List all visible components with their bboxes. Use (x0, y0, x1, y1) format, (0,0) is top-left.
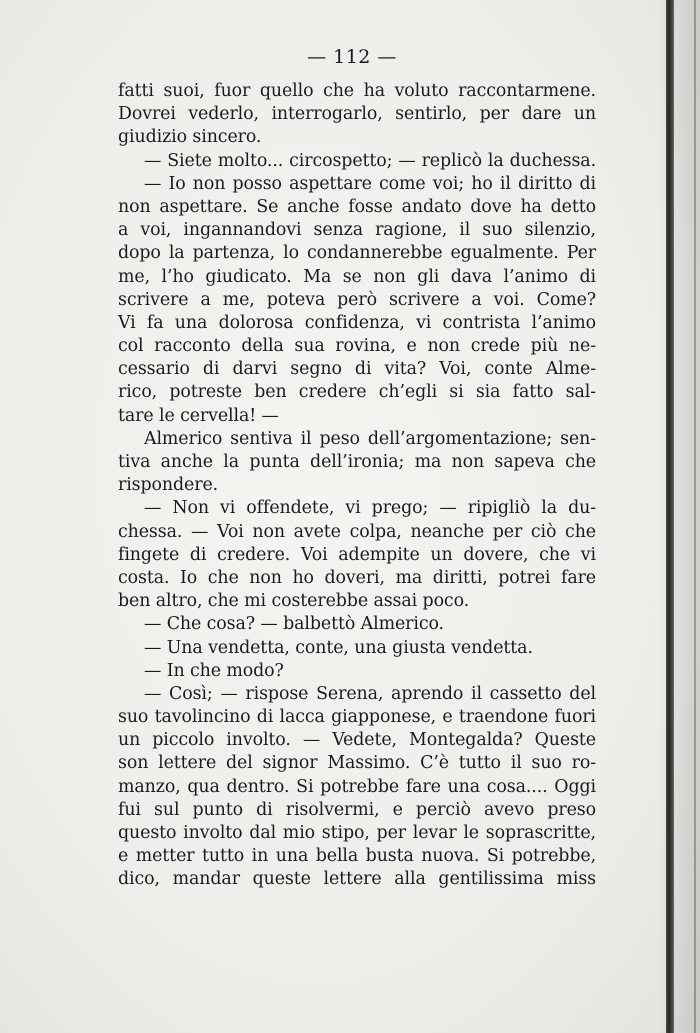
text-line: — In che modo? (144, 660, 284, 681)
text-line: e metter tutto in una bella busta nuova. Si potrebbe, (118, 846, 596, 867)
text-line: Almerico sentiva il peso dell’argomentazione; sen- (144, 428, 596, 449)
text-line: me, l’ho giudicato. Ma se non gli dava l’animo di (118, 266, 596, 287)
text-line: a voi, ingannandovi senza ragione, il suo silenzio, (118, 220, 596, 241)
text-line: — Siete molto... circospetto; — replicò la duchessa. (144, 150, 596, 171)
text-line: dopo la partenza, lo condannerebbe egualmente. Per (118, 243, 596, 264)
text-line: scrivere a me, poteva però scrivere a voi. Come? (118, 289, 596, 310)
body-text (118, 80, 596, 892)
text-line: — Io non posso aspettare come voi; ho il diritto di (144, 173, 596, 194)
text-line: cessario di darvi segno di vita? Voi, conte Alme- (118, 359, 596, 380)
text-line: manzo, qua dentro. Si potrebbe fare una cosa.... Oggi (118, 776, 596, 797)
text-line: fingete di credere. Voi adempite un dovere, che vi (118, 544, 596, 565)
text-line: tare le cervella! — (118, 405, 279, 426)
text-line: rispondere. (118, 475, 219, 496)
text-line: — Non vi offendete, vi prego; — ripigliò la du- (144, 498, 596, 519)
text-line: ben altro, che mi costerebbe assai poco. (118, 591, 470, 612)
text-line: non aspettare. Se anche fosse andato dove ha detto (118, 196, 596, 217)
text-line: — Una vendetta, conte, una giusta vendetta. (144, 637, 533, 658)
page-edge-line (694, 0, 696, 1033)
text-line: suo tavolincino di lacca giapponese, e traendone fuori (118, 707, 596, 728)
text-line: un piccolo involto. — Vedete, Montegalda? Queste (118, 730, 596, 751)
text-line: chessa. — Voi non avete colpa, neanche per ciò che (118, 521, 596, 542)
page-number: — 112 — (307, 46, 397, 68)
book-binding-edge (666, 0, 674, 1033)
text-line: — Così; — rispose Serena, aprendo il cassetto del (144, 683, 596, 704)
text-line: dico, mandar queste lettere alla gentilissima miss (118, 869, 596, 890)
text-line: giudizio sincero. (118, 127, 262, 148)
text-line: fui sul punto di risolvermi, e perciò avevo preso (118, 799, 596, 820)
text-line: questo involto dal mio stipo, per levar le soprascritte, (118, 823, 596, 843)
text-line: son lettere del signor Massimo. C’è tutto il suo ro- (118, 753, 596, 774)
text-line: col racconto della sua rovina, e non crede più ne- (118, 336, 596, 357)
text-line: tiva anche la punta dell’ironia; ma non sapeva che (118, 452, 596, 472)
text-line: costa. Io che non ho doveri, ma diritti, potrei fare (118, 567, 596, 588)
text-line: fatti suoi, fuor quello che ha voluto raccontarmene. (118, 81, 596, 101)
text-line: rico, potreste ben credere ch’egli si sia fatto sal- (118, 382, 596, 403)
text-line: Vi fa una dolorosa confidenza, vi contrista l’animo (118, 312, 596, 333)
text-line: Dovrei vederlo, interrogarlo, sentirlo, per dare un (118, 104, 596, 125)
text-line: — Che cosa? — balbettò Almerico. (144, 614, 444, 635)
